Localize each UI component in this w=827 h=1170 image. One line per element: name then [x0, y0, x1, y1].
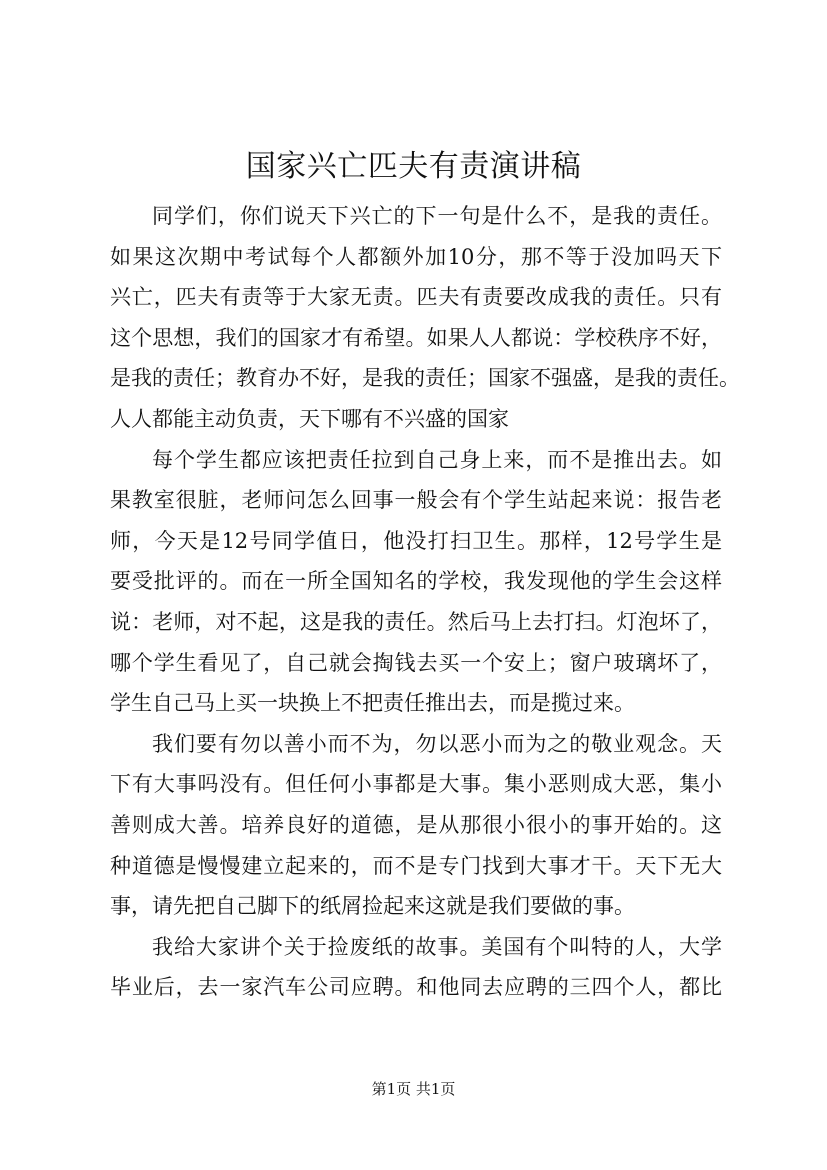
paragraph-2-line-6: 哪个学生看见了，自己就会掏钱去买一个安上；窗户玻璃坏了， [110, 650, 722, 675]
paragraph-2-line-2: 果教室很脏，老师问怎么回事一般会有个学生站起来说：报告老 [110, 488, 722, 513]
paragraph-2-line-5: 说：老师，对不起，这是我的责任。然后马上去打扫。灯泡坏了， [110, 609, 722, 634]
document-body [110, 196, 740, 1008]
paragraph-1-line-1: 同学们，你们说天下兴亡的下一句是什么不，是我的责任。 [152, 204, 722, 228]
paragraph-1 [110, 196, 740, 440]
paragraph-2 [110, 440, 722, 724]
paragraph-1-line-5: 是我的责任；教育办不好，是我的责任；国家不强盛，是我的责任。 [110, 366, 740, 391]
paragraph-3-line-2: 下有大事吗没有。但任何小事都是大事。集小恶则成大恶，集小 [110, 772, 722, 797]
paragraph-3 [110, 724, 722, 927]
paragraph-4-line-2: 毕业后，去一家汽车公司应聘。和他同去应聘的三四个人，都比 [110, 975, 722, 1000]
paragraph-1-line-4: 这个思想，我们的国家才有希望。如果人人都说：学校秩序不好， [110, 325, 722, 350]
paragraph-1-line-3: 兴亡，匹夫有责等于大家无责。匹夫有责要改成我的责任。只有 [110, 285, 722, 310]
paragraph-3-line-5: 事，请先把自己脚下的纸屑捡起来这就是我们要做的事。 [110, 894, 635, 919]
paragraph-3-line-1: 我们要有勿以善小而不为，勿以恶小而为之的敬业观念。天 [152, 731, 722, 756]
paragraph-2-line-4: 要受批评的。而在一所全国知名的学校，我发现他的学生会这样 [110, 569, 722, 594]
paragraph-3-line-3: 善则成大善。培养良好的道德，是从那很小很小的事开始的。这 [110, 812, 722, 837]
paragraph-1-line-6: 人人都能主动负责，天下哪有不兴盛的国家 [110, 406, 509, 431]
paragraph-4 [110, 927, 722, 1008]
paragraph-4-line-1: 我给大家讲个关于捡废纸的故事。美国有个叫特的人，大学 [152, 934, 722, 959]
paragraph-2-line-1: 每个学生都应该把责任拉到自己身上来，而不是推出去。如 [152, 447, 722, 472]
paragraph-3-line-4: 种道德是慢慢建立起来的，而不是专门找到大事才干。天下无大 [110, 853, 722, 878]
paragraph-2-line-7: 学生自己马上买一块换上不把责任推出去，而是揽过来。 [110, 691, 635, 716]
paragraph-1-line-2: 如果这次期中考试每个人都额外加10分，那不等于没加吗天下 [110, 244, 722, 269]
document-title: 国家兴亡匹夫有责演讲稿 [245, 149, 582, 184]
page-footer: 第1页 共1页 [371, 1080, 456, 1098]
paragraph-2-line-3: 师，今天是12号同学值日，他没打扫卫生。那样，12号学生是 [110, 528, 722, 553]
